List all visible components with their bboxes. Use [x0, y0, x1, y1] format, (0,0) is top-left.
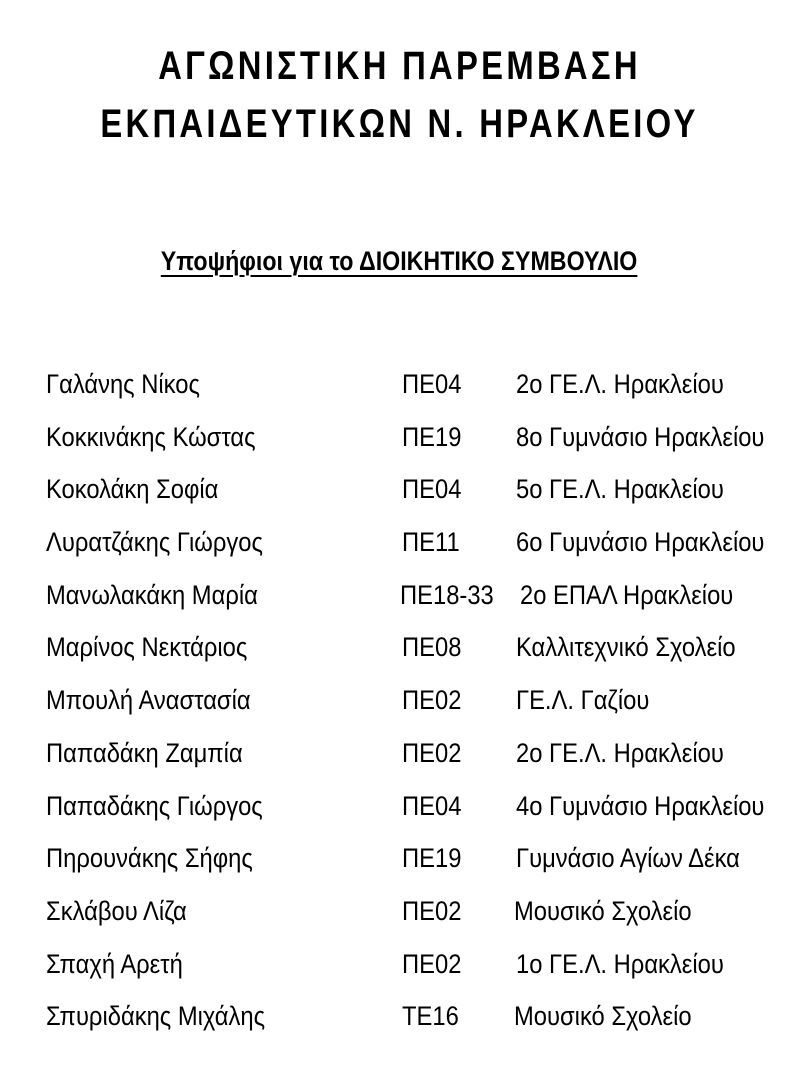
candidate-name: Κοκκινάκης Κώστας — [46, 421, 256, 452]
candidate-name: Γαλάνης Νίκος — [46, 369, 200, 399]
candidate-row — [0, 419, 799, 472]
candidate-specialty: ΠΕ19 — [402, 421, 462, 452]
candidate-row — [0, 366, 799, 419]
candidate-school: 2ο ΕΠΑΛ Ηρακλείου — [520, 579, 734, 610]
section-subtitle-text: Υποψήφιοι για το ΔΙΟΙΚΗΤΙΚΟ ΣΥΜΒΟΥΛΙΟ — [161, 246, 638, 276]
candidate-school: 4ο Γυμνάσιο Ηρακλείου — [516, 790, 765, 821]
candidate-school: 2ο ΓΕ.Λ. Ηρακλείου — [516, 369, 724, 399]
candidate-specialty: ΠΕ02 — [402, 948, 462, 979]
candidate-name: Μανωλακάκη Μαρία — [46, 579, 258, 610]
candidate-name: Παπαδάκης Γιώργος — [46, 790, 263, 821]
candidate-school: Μουσικό Σχολείο — [514, 1001, 692, 1032]
candidate-name: Κοκολάκη Σοφία — [46, 474, 219, 505]
candidate-name: Παπαδάκη Ζαμπία — [46, 737, 243, 768]
candidate-name: Λυρατζάκης Γιώργος — [46, 527, 263, 558]
candidate-specialty: ΠΕ02 — [402, 895, 462, 926]
candidate-specialty: ΠΕ04 — [402, 369, 462, 399]
candidate-specialty: ΠΕ02 — [402, 737, 462, 768]
candidate-row — [0, 946, 799, 999]
candidate-row — [0, 998, 799, 1051]
candidate-row — [0, 788, 799, 841]
candidate-row — [0, 840, 799, 893]
candidate-list — [0, 366, 799, 1051]
candidate-school: 2ο ΓΕ.Λ. Ηρακλείου — [516, 737, 724, 768]
candidate-row — [0, 893, 799, 946]
candidate-specialty: ΠΕ11 — [402, 527, 460, 558]
candidate-specialty: ΠΕ19 — [402, 843, 462, 874]
candidate-row — [0, 629, 799, 682]
candidate-specialty: ΠΕ18-33 — [400, 579, 494, 610]
candidate-school: Γυμνάσιο Αγίων Δέκα — [516, 843, 740, 874]
candidate-row — [0, 524, 799, 577]
candidate-name: Μπουλή Αναστασία — [46, 685, 251, 716]
candidate-school: Μουσικό Σχολείο — [514, 895, 692, 926]
section-subtitle — [0, 248, 799, 275]
candidate-specialty: ΠΕ08 — [402, 632, 462, 663]
candidate-name: Μαρίνος Νεκτάριος — [46, 632, 248, 663]
candidate-school: Καλλιτεχνικό Σχολείο — [516, 632, 736, 663]
candidate-school: 1ο ΓΕ.Λ. Ηρακλείου — [516, 948, 724, 979]
candidate-specialty: ΠΕ04 — [402, 790, 462, 821]
candidate-school: 5ο ΓΕ.Λ. Ηρακλείου — [516, 474, 724, 505]
organization-title-line-2: ΕΚΠΑΙΔΕΥΤΙΚΩΝ Ν. ΗΡΑΚΛΕΙΟΥ — [100, 102, 699, 146]
candidate-specialty: ΤΕ16 — [402, 1001, 459, 1032]
candidate-specialty: ΠΕ04 — [402, 474, 462, 505]
candidate-specialty: ΠΕ02 — [402, 685, 462, 716]
candidate-school: ΓΕ.Λ. Γαζίου — [516, 685, 650, 716]
candidate-row — [0, 735, 799, 788]
candidate-name: Σκλάβου Λίζα — [46, 895, 187, 926]
candidate-name: Σπαχή Αρετή — [46, 948, 183, 979]
candidate-name: Πηρουνάκης Σήφης — [46, 843, 253, 874]
candidate-row — [0, 471, 799, 524]
candidate-row — [0, 682, 799, 735]
candidate-row — [0, 577, 799, 630]
candidate-name: Σπυριδάκης Μιχάλης — [46, 1001, 266, 1032]
candidate-school: 6ο Γυμνάσιο Ηρακλείου — [516, 527, 765, 558]
candidate-school: 8ο Γυμνάσιο Ηρακλείου — [516, 421, 765, 452]
organization-title-line-1: ΑΓΩΝΙΣΤΙΚΗ ΠΑΡΕΜΒΑΣΗ — [158, 44, 641, 88]
